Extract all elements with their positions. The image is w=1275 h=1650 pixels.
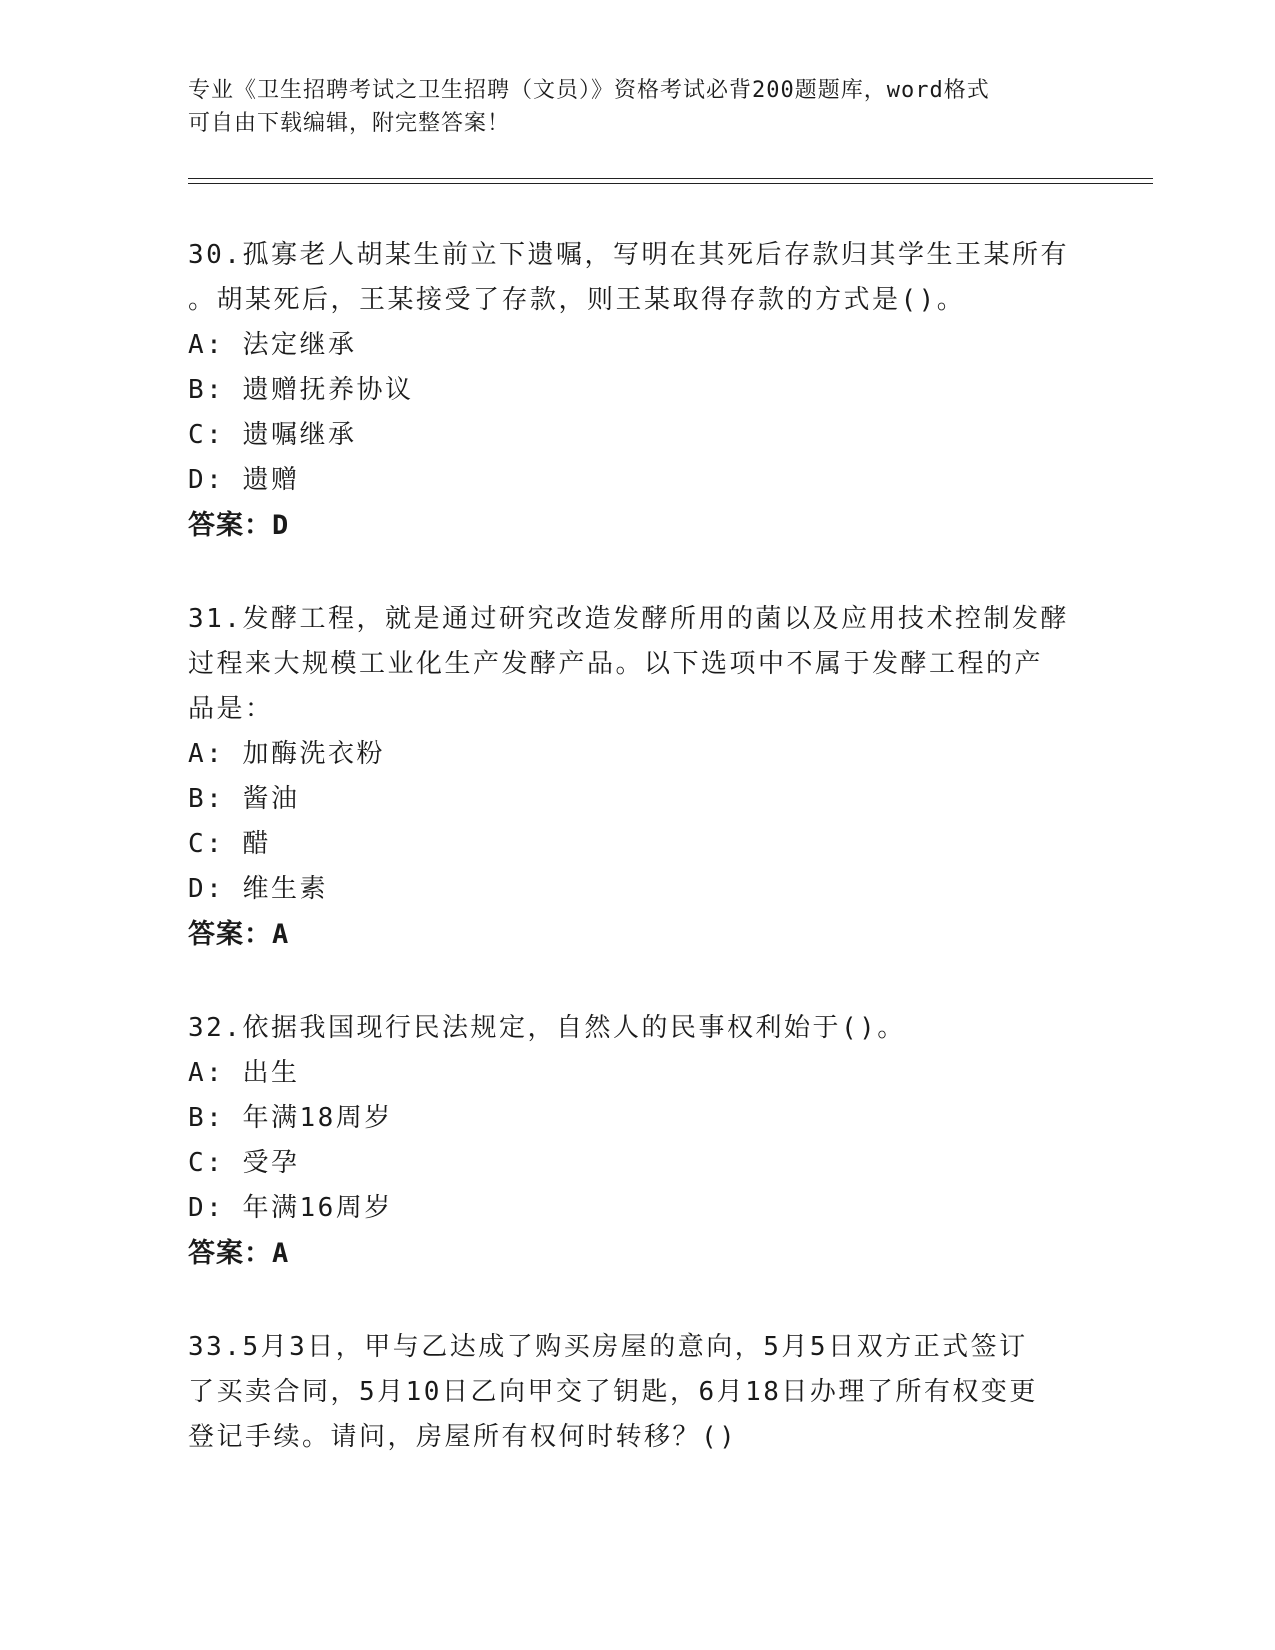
question-stem-line: 了买卖合同，5月10日乙向甲交了钥匙，6月18日办理了所有权变更 [188,1377,1038,1407]
option-d: D: 年满16周岁 [188,1193,393,1223]
question-stem-line: 32.依据我国现行民法规定，自然人的民事权利始于()。 [188,1013,906,1043]
header-intro-line-2: 可自由下载编辑，附完整答案！ [188,111,511,136]
question-32 [188,1006,1088,1276]
question-stem-line: 31.发酵工程，就是通过研究改造发酵所用的菌以及应用技术控制发酵 [188,604,1069,634]
option-b: B: 年满18周岁 [188,1103,393,1133]
option-a: A: 加酶洗衣粉 [188,739,385,769]
question-stem-line: 过程来大规模工业化生产发酵产品。以下选项中不属于发酵工程的产 [188,649,1044,679]
question-stem-line: 33.5月3日，甲与乙达成了购买房屋的意向，5月5日双方正式签订 [188,1332,1028,1362]
question-stem-line: 30.孤寡老人胡某生前立下遗嘱，写明在其死后存款归其学生王某所有 [188,240,1069,270]
question-stem-line: 。胡某死后，王某接受了存款，则王某取得存款的方式是()。 [188,285,966,315]
question-stem-line: 品是： [188,694,274,724]
question-31 [188,597,1088,957]
question-stem-line: 登记手续。请问，房屋所有权何时转移？() [188,1422,738,1452]
header-divider-bottom [188,183,1153,184]
option-b: B: 遗赠抚养协议 [188,375,414,405]
option-c: C: 受孕 [188,1148,300,1178]
answer-label: 答案：A [188,1238,290,1269]
option-b: B: 酱油 [188,784,300,814]
option-d: D: 维生素 [188,874,328,904]
question-30 [188,233,1088,548]
document-header [188,74,1088,140]
option-a: A: 出生 [188,1058,300,1088]
option-d: D: 遗赠 [188,465,300,495]
answer-label: 答案：A [188,919,290,950]
answer-label: 答案：D [188,510,290,541]
option-a: A: 法定继承 [188,330,357,360]
header-divider-top [188,178,1153,179]
question-33 [188,1325,1088,1460]
header-intro-line-1: 专业《卫生招聘考试之卫生招聘（文员）》资格考试必背200题题库，word格式 [188,78,990,103]
option-c: C: 醋 [188,829,271,859]
option-c: C: 遗嘱继承 [188,420,357,450]
